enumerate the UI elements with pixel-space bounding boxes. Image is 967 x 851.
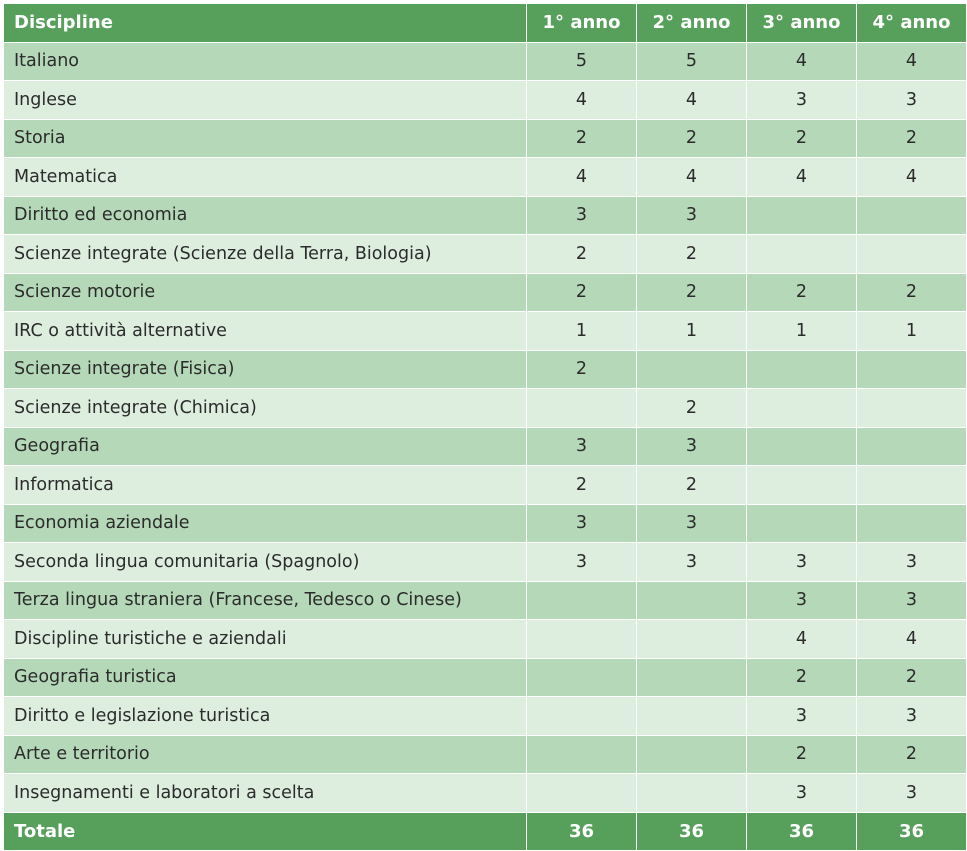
hours-year-2: 3 [637,504,747,543]
hours-year-1: 2 [527,119,637,158]
table-row [4,466,967,505]
table-row [4,273,967,312]
discipline-name: Geografia [4,427,527,466]
hours-year-4 [857,389,967,428]
hours-year-2 [637,774,747,813]
hours-year-4: 1 [857,312,967,351]
hours-year-1 [527,581,637,620]
hours-year-2 [637,735,747,774]
hours-year-1 [527,620,637,659]
hours-year-2: 3 [637,196,747,235]
hours-year-4: 2 [857,273,967,312]
header-year-4: 4° anno [857,4,967,43]
total-year-4: 36 [857,812,967,851]
discipline-name: Scienze integrate (Chimica) [4,389,527,428]
hours-year-3 [747,389,857,428]
table-row [4,543,967,582]
table-row [4,81,967,120]
total-row [4,812,967,851]
hours-year-2 [637,581,747,620]
discipline-name: Storia [4,119,527,158]
table-row [4,620,967,659]
table-row [4,658,967,697]
discipline-name: Geografia turistica [4,658,527,697]
hours-year-1: 3 [527,543,637,582]
hours-year-4: 4 [857,42,967,81]
hours-year-2: 4 [637,81,747,120]
hours-year-3: 4 [747,158,857,197]
table-row [4,235,967,274]
hours-year-2: 2 [637,273,747,312]
hours-year-2: 3 [637,427,747,466]
header-row [4,4,967,43]
hours-year-1: 1 [527,312,637,351]
hours-year-2: 2 [637,235,747,274]
hours-year-3: 4 [747,620,857,659]
table-row [4,312,967,351]
hours-year-3: 2 [747,119,857,158]
hours-year-1 [527,389,637,428]
discipline-name: Diritto e legislazione turistica [4,697,527,736]
table-row [4,158,967,197]
hours-year-3 [747,427,857,466]
header-discipline: Discipline [4,4,527,43]
discipline-name: Scienze motorie [4,273,527,312]
table-body [4,42,967,812]
discipline-name: Diritto ed economia [4,196,527,235]
hours-year-3: 3 [747,543,857,582]
hours-year-2: 3 [637,543,747,582]
curriculum-hours-table [3,3,967,851]
hours-year-4 [857,350,967,389]
total-label: Totale [4,812,527,851]
curriculum-table-container [3,3,965,851]
hours-year-2: 2 [637,389,747,428]
hours-year-4: 4 [857,620,967,659]
hours-year-3: 2 [747,273,857,312]
hours-year-1 [527,658,637,697]
hours-year-3: 3 [747,697,857,736]
hours-year-3 [747,350,857,389]
hours-year-4: 4 [857,158,967,197]
discipline-name: Informatica [4,466,527,505]
hours-year-4: 2 [857,119,967,158]
header-year-3: 3° anno [747,4,857,43]
hours-year-1: 2 [527,466,637,505]
total-year-3: 36 [747,812,857,851]
hours-year-3: 3 [747,81,857,120]
hours-year-3 [747,196,857,235]
discipline-name: Inglese [4,81,527,120]
table-row [4,42,967,81]
table-row [4,427,967,466]
hours-year-3 [747,504,857,543]
table-footer [4,812,967,851]
discipline-name: Economia aziendale [4,504,527,543]
hours-year-3: 4 [747,42,857,81]
hours-year-2: 2 [637,466,747,505]
discipline-name: IRC o attività alternative [4,312,527,351]
hours-year-4 [857,235,967,274]
hours-year-1 [527,735,637,774]
discipline-name: Discipline turistiche e aziendali [4,620,527,659]
table-row [4,735,967,774]
hours-year-2: 5 [637,42,747,81]
discipline-name: Italiano [4,42,527,81]
hours-year-4: 2 [857,658,967,697]
hours-year-2 [637,658,747,697]
hours-year-1: 3 [527,504,637,543]
hours-year-2 [637,697,747,736]
hours-year-4: 3 [857,581,967,620]
discipline-name: Scienze integrate (Scienze della Terra, Biologia) [4,235,527,274]
table-row [4,504,967,543]
discipline-name: Terza lingua straniera (Francese, Tedesco o Cinese) [4,581,527,620]
hours-year-3: 1 [747,312,857,351]
hours-year-1: 4 [527,158,637,197]
hours-year-2 [637,350,747,389]
hours-year-2: 1 [637,312,747,351]
hours-year-4: 3 [857,81,967,120]
table-header [4,4,967,43]
hours-year-4: 2 [857,735,967,774]
header-year-1: 1° anno [527,4,637,43]
total-year-1: 36 [527,812,637,851]
hours-year-1: 5 [527,42,637,81]
hours-year-3: 2 [747,658,857,697]
total-year-2: 36 [637,812,747,851]
hours-year-1: 2 [527,273,637,312]
discipline-name: Matematica [4,158,527,197]
hours-year-3 [747,466,857,505]
table-row [4,119,967,158]
table-row [4,350,967,389]
header-year-2: 2° anno [637,4,747,43]
hours-year-1: 4 [527,81,637,120]
hours-year-1: 3 [527,196,637,235]
discipline-name: Arte e territorio [4,735,527,774]
hours-year-4: 3 [857,774,967,813]
discipline-name: Seconda lingua comunitaria (Spagnolo) [4,543,527,582]
hours-year-4 [857,466,967,505]
hours-year-1: 2 [527,235,637,274]
hours-year-4 [857,196,967,235]
table-row [4,389,967,428]
hours-year-1: 2 [527,350,637,389]
hours-year-3: 2 [747,735,857,774]
hours-year-3 [747,235,857,274]
hours-year-4 [857,427,967,466]
hours-year-1: 3 [527,427,637,466]
table-row [4,774,967,813]
table-row [4,581,967,620]
table-row [4,196,967,235]
hours-year-1 [527,697,637,736]
discipline-name: Insegnamenti e laboratori a scelta [4,774,527,813]
discipline-name: Scienze integrate (Fisica) [4,350,527,389]
hours-year-4: 3 [857,697,967,736]
hours-year-3: 3 [747,774,857,813]
table-row [4,697,967,736]
hours-year-4: 3 [857,543,967,582]
hours-year-2 [637,620,747,659]
hours-year-1 [527,774,637,813]
hours-year-3: 3 [747,581,857,620]
hours-year-2: 4 [637,158,747,197]
hours-year-2: 2 [637,119,747,158]
hours-year-4 [857,504,967,543]
